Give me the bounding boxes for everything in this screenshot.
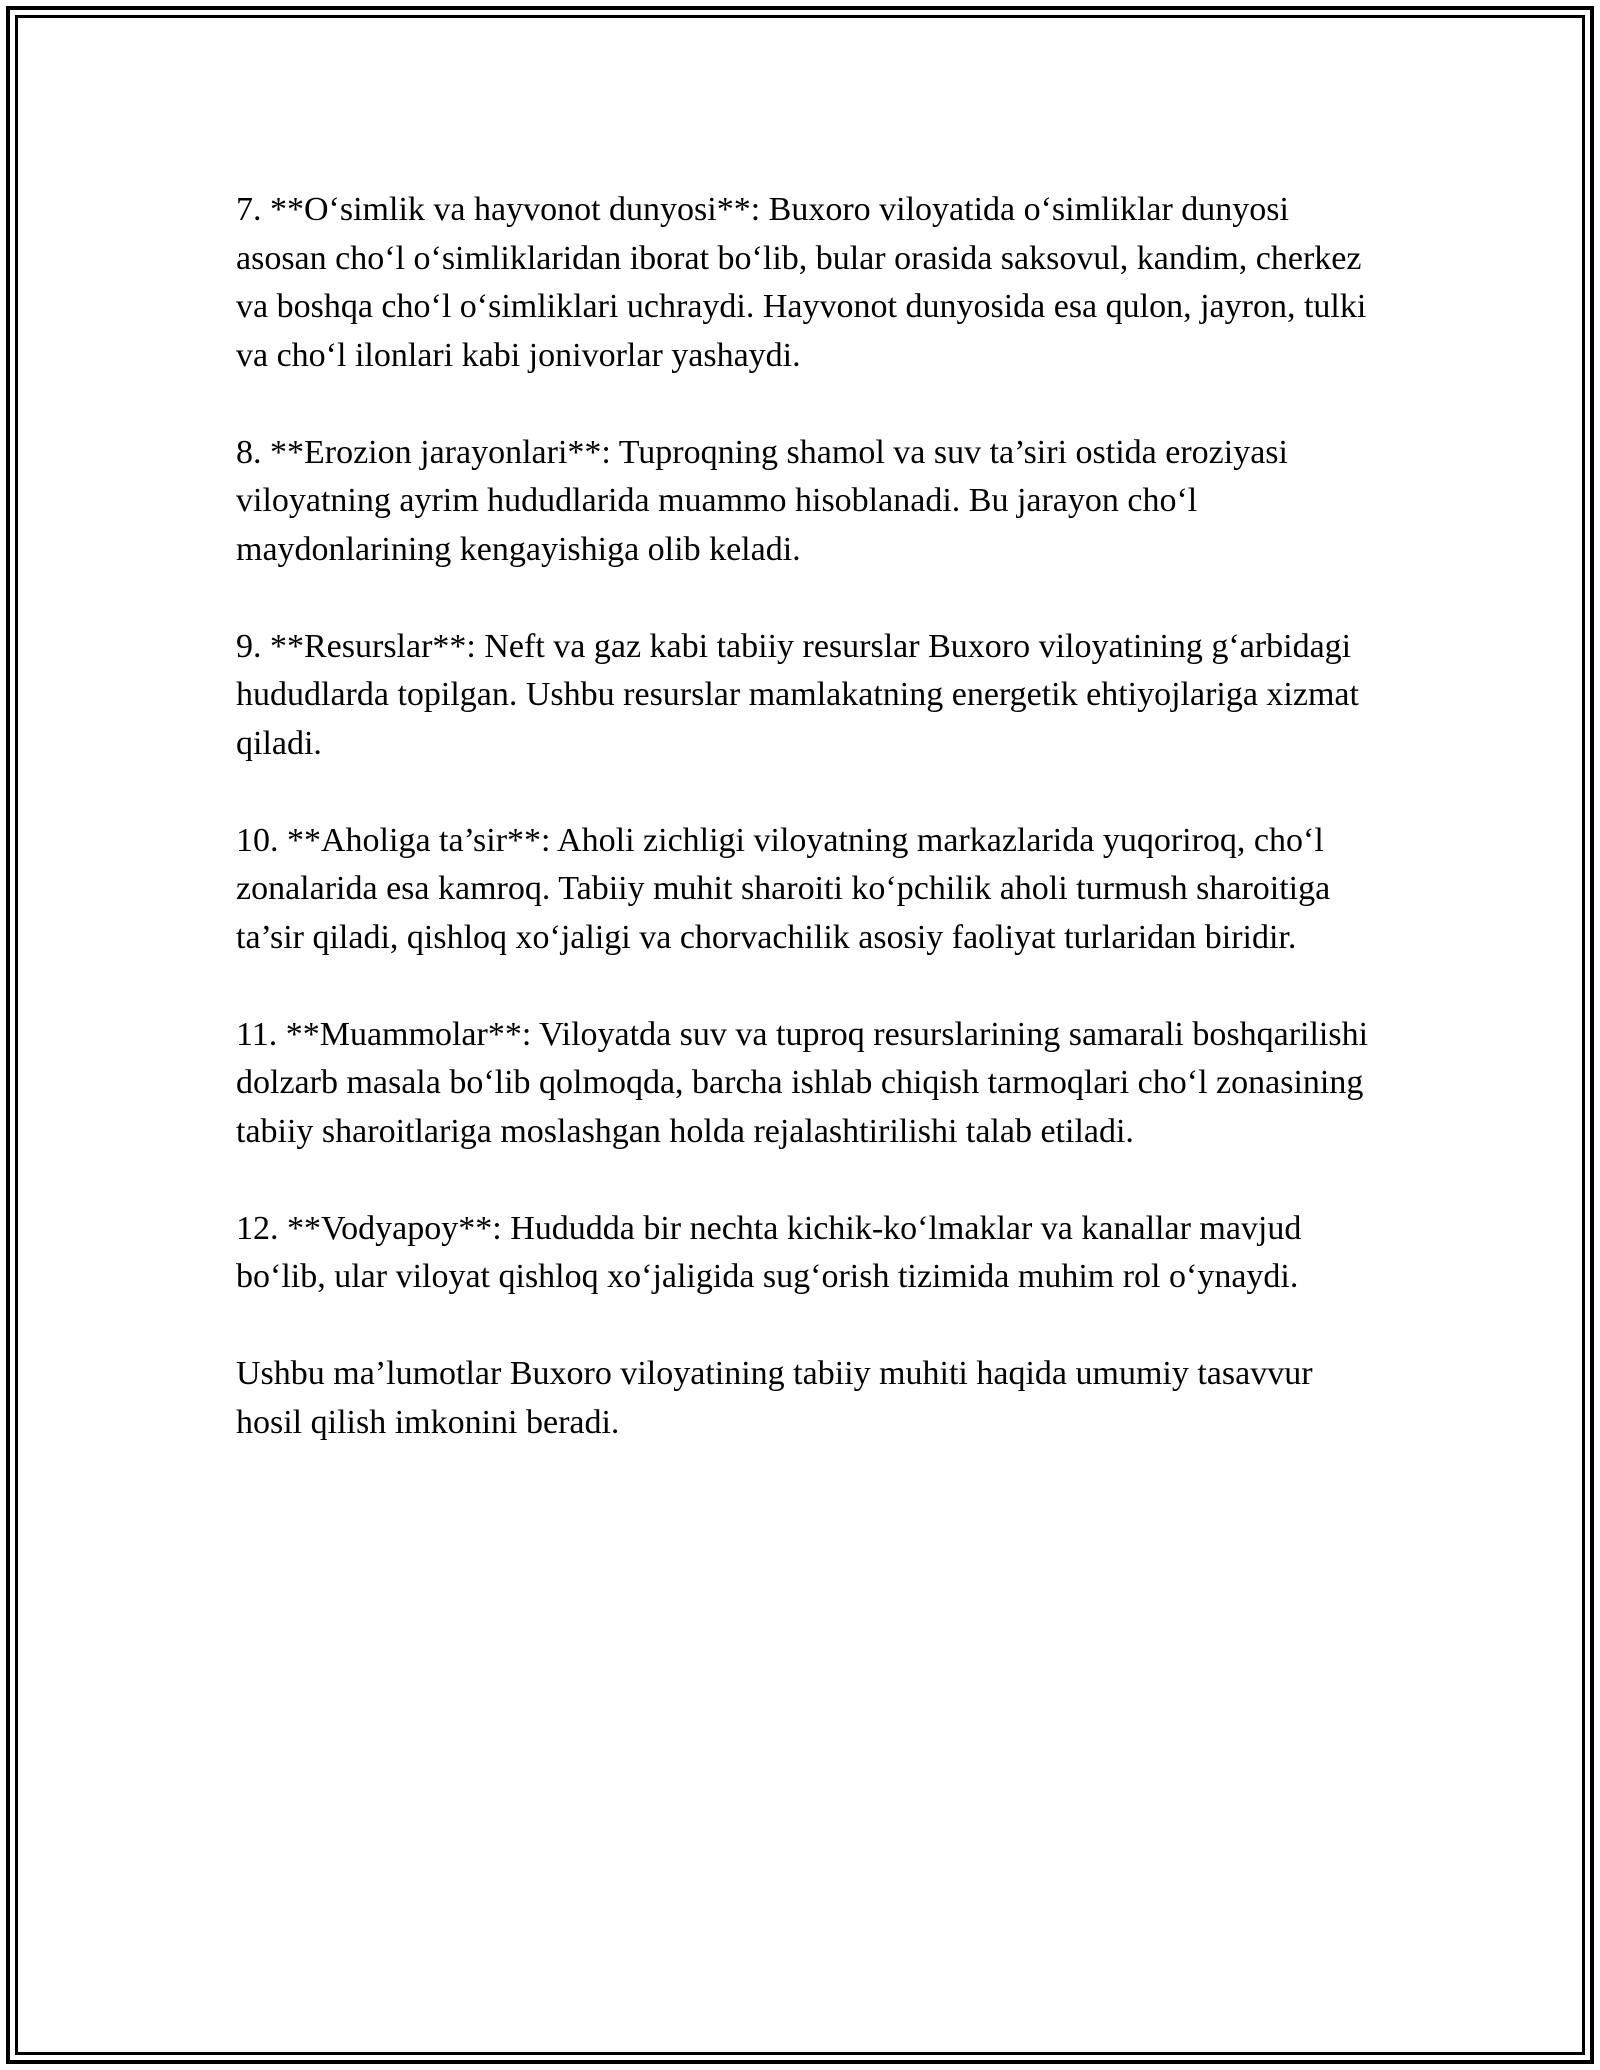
paragraph-water-bodies: 12. **Vodyapoy**: Hududda bir nechta kichik-ko‘lmaklar va kanallar mavjud bo‘lib, ular viloyat qishloq xo‘jaligida sug‘orish tizimida muhim rol o‘ynaydi.	[236, 1209, 1302, 1295]
paragraph-problems: 11. **Muammolar**: Viloyatda suv va tuproq resurslarining samarali boshqarilishi dolzarb masala bo‘lib qolmoqda, barcha ishlab chiqish tarmoqlari cho‘l zonasining tabiiy sharoitlariga moslashgan holda rejalashtirilishi talab etiladi.	[236, 1015, 1369, 1150]
paragraph-population-impact: 10. **Aholiga ta’sir**: Aholi zichligi viloyatning markazlarida yuqoriroq, cho‘l zonalarida esa kamroq. Tabiiy muhit sharoiti ko‘pchilik aholi turmush sharoitiga ta’sir qiladi, qishloq xo‘jaligi va chorvachilik asosiy faoliyat turlaridan biridir.	[236, 821, 1331, 956]
paragraph-plants-animals: 7. **O‘simlik va hayvonot dunyosi**: Buxoro viloyatida o‘simliklar dunyosi asosan cho‘l o‘simliklaridan iborat bo‘lib, bular orasida saksovul, kandim, cherkez va boshqa cho‘l o‘simliklari uchraydi. Hayvonot dunyosida esa qulon, jayron, tulki va cho‘l ilonlari kabi jonivorlar yashaydi.	[236, 191, 1367, 374]
paragraph-erosion: 8. **Erozion jarayonlari**: Tuproqning shamol va suv ta’siri ostida eroziyasi viloyatning ayrim hududlarida muammo hisoblanadi. Bu jarayon cho‘l maydonlarining kengayishiga olib keladi.	[236, 433, 1288, 568]
paragraph-conclusion: Ushbu ma’lumotlar Buxoro viloyatining tabiiy muhiti haqida umumiy tasavvur hosil qilish imkonini beradi.	[236, 1355, 1313, 1441]
document-body	[236, 186, 1386, 1496]
paragraph-resources: 9. **Resurslar**: Neft va gaz kabi tabiiy resurslar Buxoro viloyatining g‘arbidagi hududlarda topilgan. Ushbu resurslar mamlakatning energetik ehtiyojlariga xizmat qiladi.	[236, 627, 1359, 762]
